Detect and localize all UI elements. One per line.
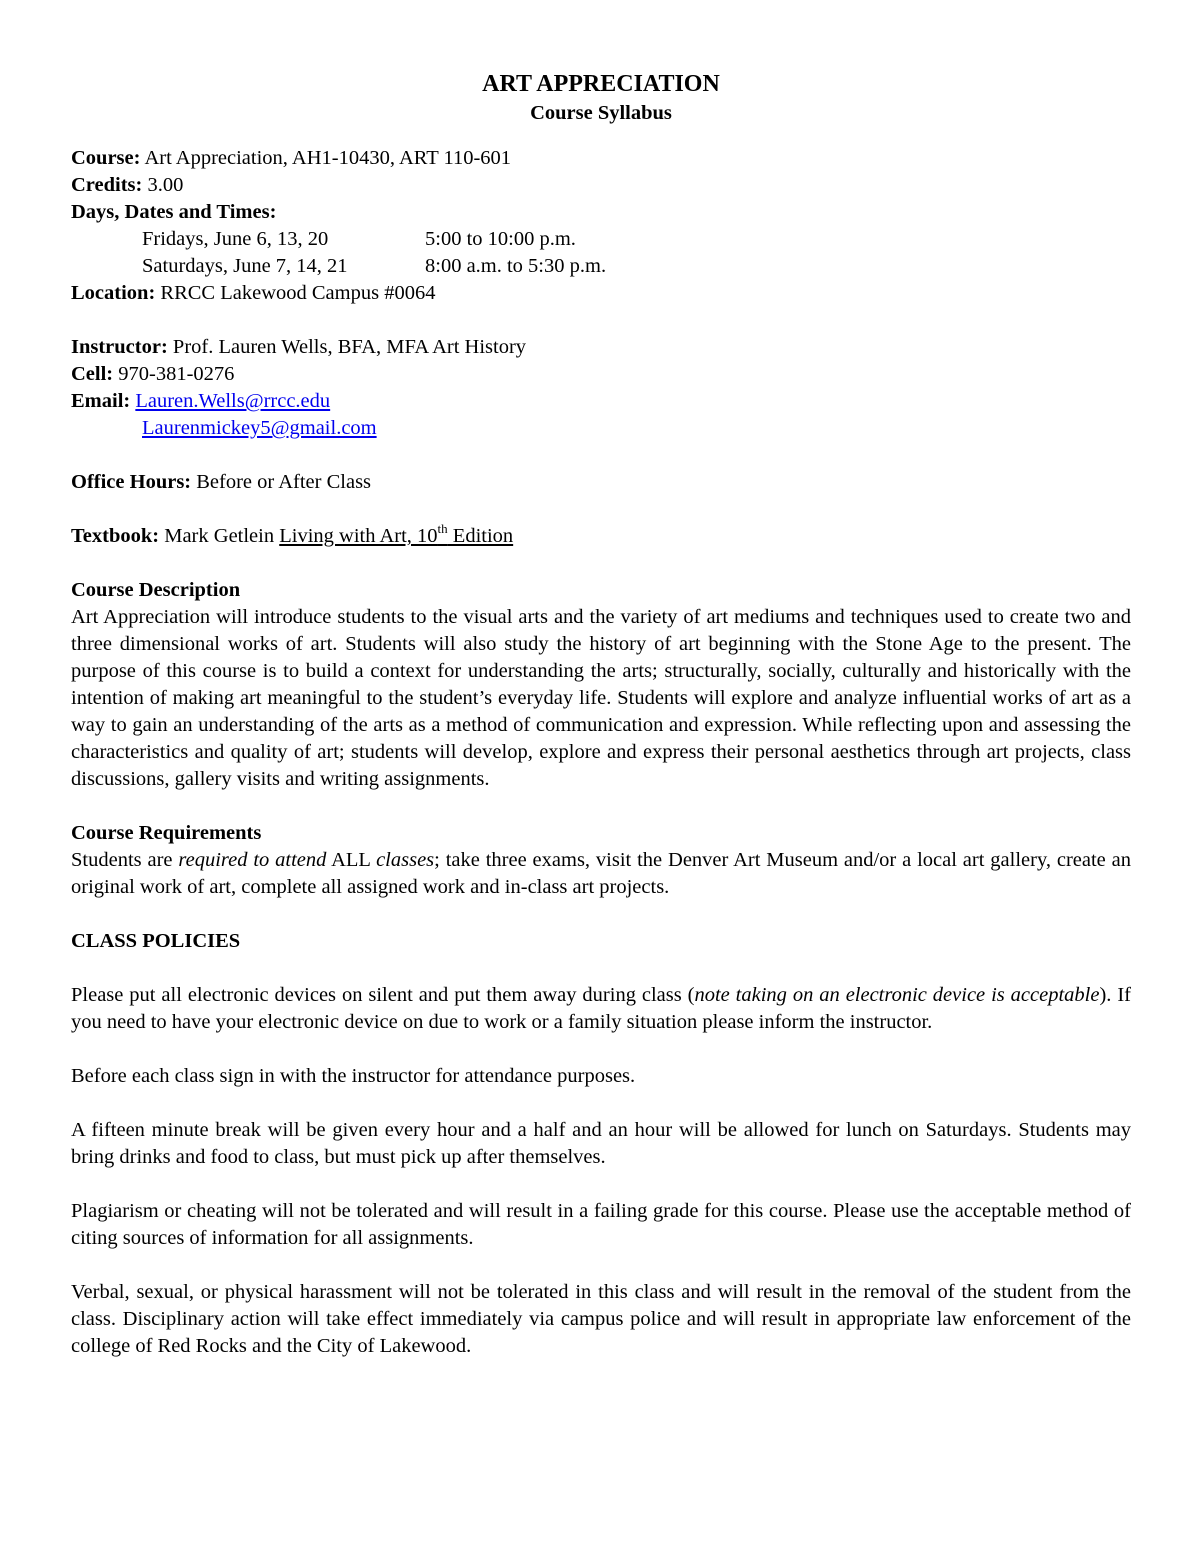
requirements-italic: required to attend bbox=[178, 849, 327, 871]
policy-devices-rest: ). If you need to have your electronic device on due to work or a family situation please inform the instructor. bbox=[71, 984, 1131, 1033]
course-info bbox=[71, 145, 1131, 307]
textbook-title bbox=[279, 521, 514, 547]
email-link-gmail[interactable]: Laurenmickey5@gmail.com bbox=[142, 417, 377, 439]
course-description-heading: Course Description bbox=[71, 579, 241, 601]
course-requirements-section bbox=[71, 820, 1131, 901]
email-line bbox=[71, 388, 1131, 415]
course-line bbox=[71, 145, 1131, 172]
days-dates-times-label: Days, Dates and Times: bbox=[71, 201, 277, 223]
schedule-times: 5:00 to 10:00 p.m. bbox=[425, 228, 576, 250]
credits-line bbox=[71, 172, 1131, 199]
course-requirements-body bbox=[71, 847, 1131, 901]
textbook-author: Mark Getlein bbox=[159, 525, 280, 547]
office-hours-line bbox=[71, 469, 1131, 496]
page-title: ART APPRECIATION bbox=[482, 71, 720, 97]
policy-devices bbox=[71, 982, 1131, 1036]
course-requirements-heading: Course Requirements bbox=[71, 822, 262, 844]
credits-value: 3.00 bbox=[142, 174, 184, 196]
cell-label: Cell: bbox=[71, 363, 114, 385]
course-description-section bbox=[71, 577, 1131, 793]
policy-devices-text: Please put all electronic devices on silent and put them away during class ( bbox=[71, 984, 695, 1006]
class-policies-heading: CLASS POLICIES bbox=[71, 930, 241, 952]
requirements-classes: classes bbox=[376, 849, 435, 871]
course-value: Art Appreciation, AH1-10430, ART 110-601 bbox=[140, 147, 512, 169]
instructor-value: Prof. Lauren Wells, BFA, MFA Art History bbox=[167, 336, 527, 358]
course-description-body: Art Appreciation will introduce students to the visual arts and the variety of art mediums and techniques used to create two and three dimensional works of art. Students will also study the history of art beginning with the Stone Age to the present. The purpose of this course is to build a context for understanding the arts; structurally, socially, culturally and historically with the intention of making art meaningful to the student’s everyday life. Students will explore and analyze influential works of art as a way to gain an understanding of the arts as a method of communication and expression. While reflecting upon and assessing the characteristics and quality of art; students will develop, explore and express their personal aesthetics through art projects, class discussions, gallery visits and writing assignments. bbox=[71, 606, 1131, 790]
office-hours-value: Before or After Class bbox=[191, 471, 372, 493]
textbook-edition-sup: th bbox=[437, 521, 448, 536]
textbook-line bbox=[71, 523, 1131, 550]
schedule-row bbox=[71, 253, 1131, 280]
email-label: Email: bbox=[71, 390, 131, 412]
office-hours-label: Office Hours: bbox=[71, 471, 192, 493]
textbook-label: Textbook: bbox=[71, 525, 160, 547]
location-label: Location: bbox=[71, 282, 156, 304]
cell-value: 970-381-0276 bbox=[113, 363, 235, 385]
policy-devices-italic: note taking on an electronic device is acceptable bbox=[694, 984, 1100, 1006]
location-value: RRCC Lakewood Campus #0064 bbox=[155, 282, 436, 304]
requirements-all: ALL bbox=[326, 849, 377, 871]
schedule-times: 8:00 a.m. to 5:30 p.m. bbox=[425, 255, 607, 277]
textbook-title-text: Living with Art, 10 bbox=[279, 525, 438, 547]
credits-label: Credits: bbox=[71, 174, 143, 196]
schedule-row bbox=[71, 226, 1131, 253]
cell-line bbox=[71, 361, 1131, 388]
policy-break: A fifteen minute break will be given every hour and a half and an hour will be allowed for lunch on Saturdays. Students may bring drinks and food to class, but must pick up after themselves. bbox=[71, 1119, 1131, 1168]
schedule-days: Saturdays, June 7, 14, 21 bbox=[142, 255, 348, 277]
instructor-line bbox=[71, 334, 1131, 361]
requirements-text: Students are bbox=[71, 849, 179, 871]
policy-signin: Before each class sign in with the instructor for attendance purposes. bbox=[71, 1065, 636, 1087]
page-subtitle: Course Syllabus bbox=[530, 102, 672, 124]
requirements-rest: ; take three exams, visit the Denver Art Museum and/or a local art gallery, create an original work of art, complete all assigned work and in-class art projects. bbox=[71, 849, 1131, 898]
schedule-days: Fridays, June 6, 13, 20 bbox=[142, 228, 329, 250]
instructor-info bbox=[71, 334, 1131, 550]
email-line-2 bbox=[71, 415, 1131, 442]
policy-harassment: Verbal, sexual, or physical harassment will not be tolerated in this class and will result in the removal of the student from the class. Disciplinary action will take effect immediately via campus police and will result in appropriate law enforcement of the college of Red Rocks and the City of Lakewood. bbox=[71, 1281, 1131, 1357]
class-policies-section bbox=[71, 928, 1131, 1360]
textbook-edition: Edition bbox=[447, 525, 514, 547]
location-line bbox=[71, 280, 1131, 307]
email-link-rrcc[interactable]: Lauren.Wells@rrcc.edu bbox=[135, 390, 331, 412]
syllabus-page bbox=[71, 70, 1131, 1360]
policy-plagiarism: Plagiarism or cheating will not be tolerated and will result in a failing grade for this course. Please use the acceptable method of citing sources of information for all assignments. bbox=[71, 1200, 1131, 1249]
instructor-label: Instructor: bbox=[71, 336, 168, 358]
course-label: Course: bbox=[71, 147, 141, 169]
